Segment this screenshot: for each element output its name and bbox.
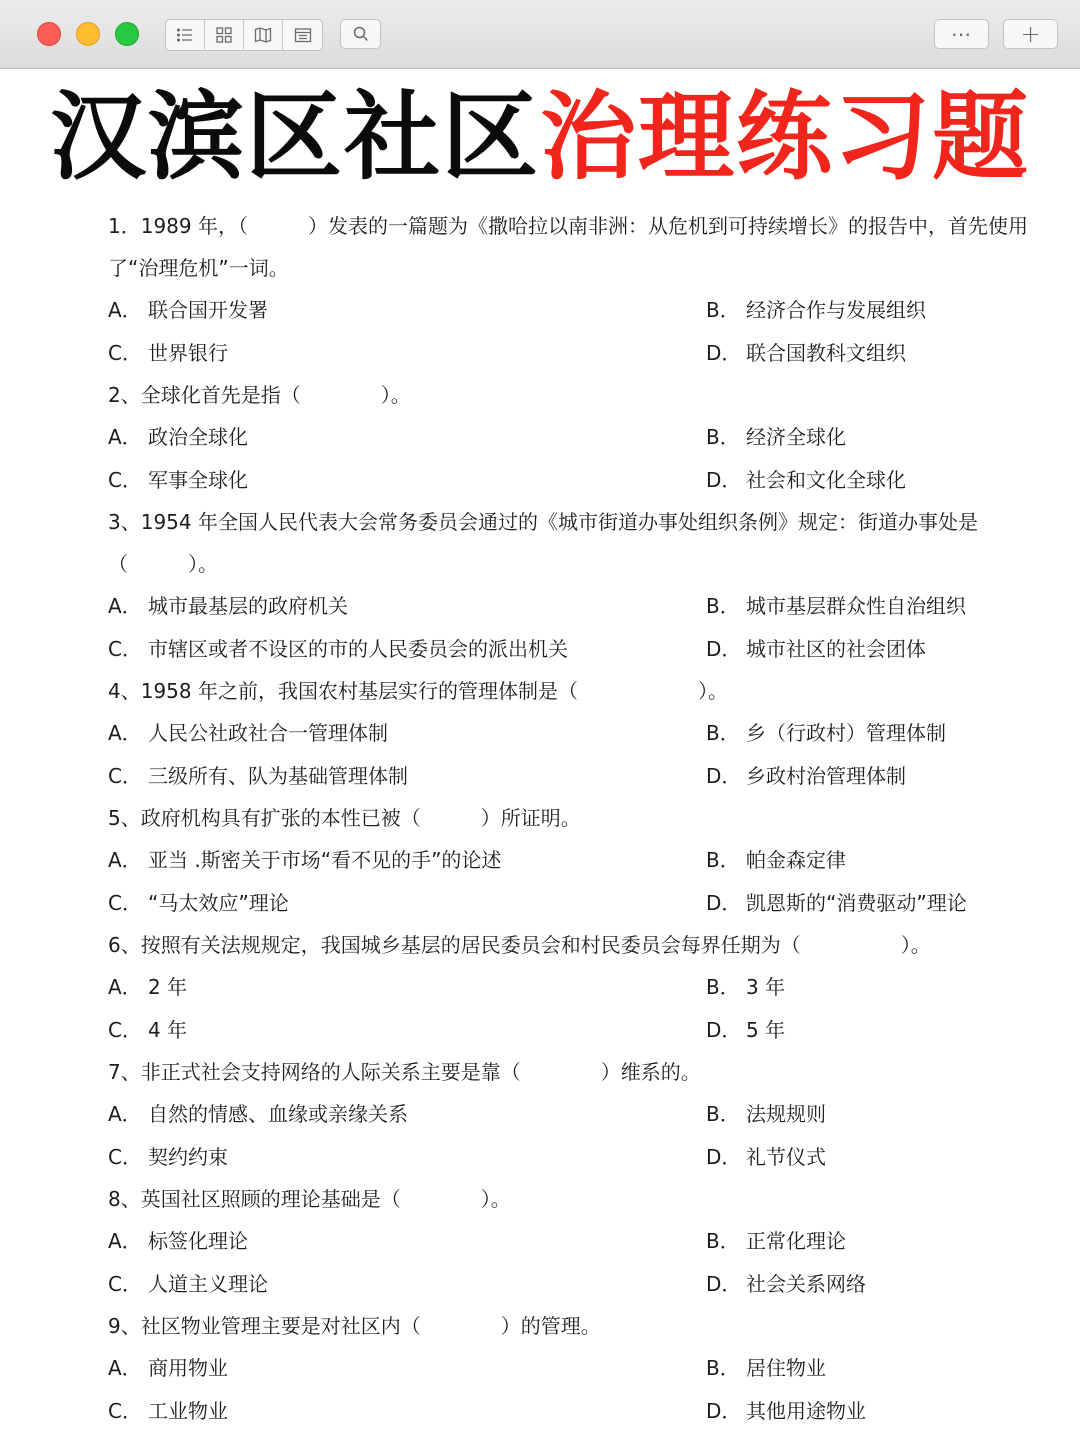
answer-option[interactable] [706, 1093, 1028, 1136]
option-text: 标签化理论 [148, 1229, 248, 1253]
option-text: 法规规则 [746, 1102, 826, 1126]
answer-option[interactable] [108, 1136, 706, 1179]
option-text: 乡（行政村）管理体制 [746, 721, 946, 745]
option-text: 人民公社政社合一管理体制 [148, 721, 388, 745]
option-text: 城市基层群众性自治组织 [746, 594, 966, 618]
answer-option[interactable] [108, 1093, 706, 1136]
option-letter: A． [108, 1229, 142, 1253]
option-list [108, 839, 1028, 924]
question-stem: 4、1958 年之前，我国农村基层实行的管理体制是（ ）。 [108, 679, 728, 703]
option-letter: B． [706, 594, 740, 618]
answer-option[interactable] [108, 416, 706, 459]
answer-option[interactable] [706, 1009, 1028, 1052]
map-icon [254, 26, 272, 44]
question-item [108, 374, 1028, 501]
title-black-part: 汉滨区社区 [50, 81, 540, 193]
option-letter: B． [706, 1102, 740, 1126]
option-text: 社会和文化全球化 [746, 467, 906, 492]
option-letter: A． [108, 1356, 142, 1380]
answer-option[interactable] [706, 712, 1028, 755]
option-text: 凯恩斯的“消费驱动”理论 [746, 890, 967, 915]
option-text: 城市最基层的政府机关 [148, 594, 348, 618]
list-view-button[interactable] [166, 20, 205, 50]
option-letter: C． [108, 890, 142, 915]
map-view-button[interactable] [244, 20, 283, 50]
option-letter: C． [108, 636, 142, 661]
option-letter: A． [108, 1102, 142, 1126]
option-text: 帕金森定律 [746, 848, 846, 872]
option-text: 人道主义理论 [148, 1271, 268, 1296]
option-text: “马太效应”理论 [148, 890, 289, 915]
answer-option[interactable] [706, 882, 1028, 925]
option-list [108, 966, 1028, 1051]
close-window-button[interactable] [37, 22, 61, 46]
option-letter: C． [108, 1398, 142, 1423]
option-letter: B． [706, 721, 740, 745]
answer-option[interactable] [706, 839, 1028, 882]
question-list [108, 205, 1028, 1432]
option-list [108, 585, 1028, 670]
answer-option[interactable] [706, 1390, 1028, 1433]
question-item [108, 670, 1028, 797]
answer-option[interactable] [706, 289, 1028, 332]
view-mode-group [165, 19, 323, 51]
option-text: 其他用途物业 [746, 1398, 866, 1423]
option-text: 礼节仪式 [746, 1144, 826, 1169]
option-letter: D． [706, 467, 742, 492]
option-text: 正常化理论 [746, 1229, 846, 1253]
question-stem: 6、按照有关法规规定，我国城乡基层的居民委员会和村民委员会每界任期为（ ）。 [108, 933, 931, 957]
option-letter: B． [706, 425, 740, 449]
option-text: 商用物业 [148, 1356, 228, 1380]
answer-option[interactable] [108, 289, 706, 332]
option-text: 居住物业 [746, 1356, 826, 1380]
page-title [0, 82, 1080, 192]
ellipsis-icon: ⋯ [951, 22, 972, 46]
question-item [108, 924, 1028, 1051]
answer-option[interactable] [108, 1009, 706, 1052]
option-list [108, 289, 1028, 374]
option-text: 社会关系网络 [746, 1271, 866, 1296]
answer-option[interactable] [108, 332, 706, 375]
question-item [108, 501, 1028, 670]
plus-icon: + [1020, 20, 1041, 48]
answer-option[interactable] [706, 1263, 1028, 1306]
option-text: 工业物业 [148, 1398, 228, 1423]
answer-option[interactable] [108, 459, 706, 502]
search-icon [352, 25, 370, 43]
option-text: 2 年 [148, 975, 188, 999]
option-text: 联合国教科文组织 [746, 340, 906, 365]
option-letter: D． [706, 1017, 742, 1042]
option-letter: A． [108, 594, 142, 618]
option-letter: C． [108, 340, 142, 365]
question-stem: 9、社区物业管理主要是对社区内（ ）的管理。 [108, 1314, 601, 1338]
option-text: 经济合作与发展组织 [746, 298, 926, 322]
answer-option[interactable] [706, 1220, 1028, 1263]
list-icon [176, 26, 194, 44]
question-stem: 5、政府机构具有扩张的本性已被（ ）所证明。 [108, 806, 581, 830]
option-text: 联合国开发署 [148, 298, 268, 322]
option-letter: D． [706, 1144, 742, 1169]
option-text: 三级所有、队为基础管理体制 [148, 763, 408, 788]
option-text: 军事全球化 [148, 467, 248, 492]
zoom-window-button[interactable] [115, 22, 139, 46]
option-letter: A． [108, 298, 142, 322]
option-text: 政治全球化 [148, 425, 248, 449]
option-list [108, 1347, 1028, 1432]
question-stem: 7、非正式社会支持网络的人际关系主要是靠（ ）维系的。 [108, 1060, 701, 1084]
option-letter: D． [706, 1271, 742, 1296]
option-list [108, 712, 1028, 797]
answer-option[interactable] [108, 1220, 706, 1263]
more-options-button[interactable] [934, 19, 989, 49]
question-item [108, 1051, 1028, 1178]
answer-option[interactable] [108, 585, 706, 628]
answer-option[interactable] [706, 1136, 1028, 1179]
option-letter: D． [706, 890, 742, 915]
option-text: 3 年 [746, 975, 786, 999]
answer-option[interactable] [706, 1347, 1028, 1390]
option-letter: C． [108, 763, 142, 788]
question-item [108, 797, 1028, 924]
window-toolbar [0, 0, 1080, 69]
answer-option[interactable] [108, 755, 706, 798]
question-stem: 2、全球化首先是指（ ）。 [108, 383, 411, 407]
question-stem: 1．1989 年，（ ）发表的一篇题为《撒哈拉以南非洲：从危机到可持续增长》的报告中，首先使用了“治理危机”一词。 [108, 214, 1028, 280]
option-text: 世界银行 [148, 340, 228, 365]
calendar-view-button[interactable] [283, 20, 322, 50]
option-letter: A． [108, 975, 142, 999]
option-text: 乡政村治管理体制 [746, 763, 906, 788]
option-letter: A． [108, 425, 142, 449]
answer-option[interactable] [706, 628, 1028, 671]
answer-option[interactable] [108, 1347, 706, 1390]
answer-option[interactable] [108, 1263, 706, 1306]
add-button[interactable] [1003, 19, 1058, 49]
search-button[interactable] [340, 19, 381, 49]
option-text: 经济全球化 [746, 425, 846, 449]
option-list [108, 416, 1028, 501]
answer-option[interactable] [706, 755, 1028, 798]
option-letter: B． [706, 1229, 740, 1253]
question-item [108, 205, 1028, 374]
option-letter: C． [108, 1017, 142, 1042]
option-text: 亚当 .斯密关于市场“看不见的手”的论述 [148, 848, 502, 872]
answer-option[interactable] [706, 966, 1028, 1009]
option-list [108, 1220, 1028, 1305]
grid-icon [215, 26, 233, 44]
title-red-part: 治理练习题 [540, 81, 1030, 193]
option-text: 市辖区或者不设区的市的人民委员会的派出机关 [148, 636, 568, 661]
option-list [108, 1093, 1028, 1178]
option-letter: C． [108, 1271, 142, 1296]
option-text: 5 年 [746, 1017, 786, 1042]
grid-view-button[interactable] [205, 20, 244, 50]
answer-option[interactable] [706, 332, 1028, 375]
option-letter: D． [706, 763, 742, 788]
answer-option[interactable] [108, 628, 706, 671]
option-letter: D． [706, 1398, 742, 1423]
option-letter: B． [706, 298, 740, 322]
answer-option[interactable] [108, 712, 706, 755]
answer-option[interactable] [706, 585, 1028, 628]
option-letter: C． [108, 467, 142, 492]
minimize-window-button[interactable] [76, 22, 100, 46]
option-letter: D． [706, 636, 742, 661]
option-text: 4 年 [148, 1017, 188, 1042]
option-letter: A． [108, 721, 142, 745]
answer-option[interactable] [706, 416, 1028, 459]
answer-option[interactable] [108, 882, 706, 925]
question-stem: 3、1954 年全国人民代表大会常务委员会通过的《城市街道办事处组织条例》规定：街道办事处是（ ）。 [108, 510, 978, 576]
option-text: 城市社区的社会团体 [746, 636, 926, 661]
option-letter: B． [706, 1356, 740, 1380]
calendar-icon [294, 26, 312, 44]
option-letter: C． [108, 1144, 142, 1169]
option-text: 自然的情感、血缘或亲缘关系 [148, 1102, 408, 1126]
option-letter: B． [706, 848, 740, 872]
answer-option[interactable] [108, 839, 706, 882]
option-letter: B． [706, 975, 740, 999]
option-letter: D． [706, 340, 742, 365]
question-stem: 8、英国社区照顾的理论基础是（ ）。 [108, 1187, 511, 1211]
option-text: 契约约束 [148, 1144, 228, 1169]
answer-option[interactable] [108, 966, 706, 1009]
question-item [108, 1305, 1028, 1432]
answer-option[interactable] [108, 1390, 706, 1433]
option-letter: A． [108, 848, 142, 872]
answer-option[interactable] [706, 459, 1028, 502]
question-item [108, 1178, 1028, 1305]
